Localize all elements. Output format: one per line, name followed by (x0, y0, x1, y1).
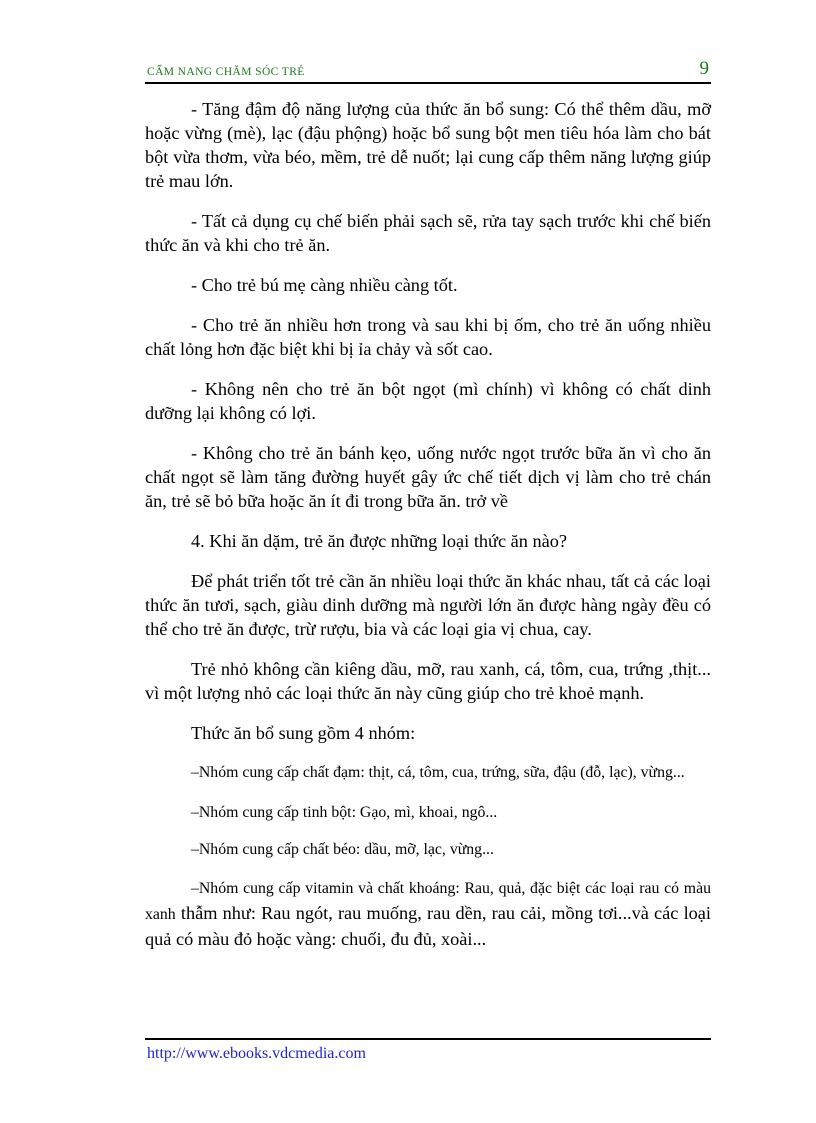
page-header (145, 60, 711, 84)
page-number: 9 (699, 58, 709, 79)
footer-divider (145, 1038, 711, 1040)
paragraph-four-groups: Thức ăn bổ sung gồm 4 nhóm: (191, 723, 416, 743)
group-vitamins (145, 875, 711, 951)
paragraph-sickness-feeding: - Cho trẻ ăn nhiều hơn trong và sau khi bị ốm, cho trẻ ăn uống nhiều chất lỏng hơn đặc biệt khi bị ỉa chảy và sốt cao. (145, 315, 711, 359)
paragraph-sweets: - Không cho trẻ ăn bánh kẹo, uống nước ngọt trước bữa ăn vì cho ăn chất ngọt sẽ làm tăng đường huyết gây ức chế tiết dịch vị làm cho trẻ chán ăn, trẻ sẽ bỏ bữa hoặc ăn ít đi trong bữa ăn. trở về (145, 443, 711, 511)
page-body (145, 97, 711, 967)
footer-link[interactable]: http://www.ebooks.vdcmedia.com (147, 1045, 366, 1062)
paragraph-hygiene: - Tất cả dụng cụ chế biến phải sạch sẽ, rửa tay sạch trước khi chế biến thức ăn và khi cho trẻ ăn. (145, 211, 711, 255)
group-fat: –Nhóm cung cấp chất béo: dầu, mỡ, lạc, vừng... (191, 841, 494, 858)
paragraph-no-abstain: Trẻ nhỏ không cần kiêng dầu, mỡ, rau xanh, cá, tôm, cua, trứng ,thịt... vì một lượng nhỏ các loại thức ăn này cũng giúp cho trẻ khoẻ mạnh. (145, 659, 711, 703)
group-protein: –Nhóm cung cấp chất đạm: thịt, cá, tôm, cua, trứng, sữa, đậu (đỗ, lạc), vừng... (191, 764, 685, 781)
running-title: CẨM NANG CHĂM SÓC TRẺ (147, 66, 305, 78)
group-starch: –Nhóm cung cấp tinh bột: Gạo, mì, khoai, ngô... (191, 804, 498, 821)
group-vitamins-intro: –Nhóm cung cấp vitamin và chất khoáng: Rau, quả, đặc biệt các loại rau có màu xanh (145, 880, 711, 923)
paragraph-variety: Để phát triển tốt trẻ cần ăn nhiều loại thức ăn khác nhau, tất cả các loại thức ăn tươi, sạch, giàu dinh dưỡng mà người lớn ăn được hàng ngày đều có thể cho trẻ ăn được, trừ rượu, bia và các loại gia vị chua, cay. (145, 571, 711, 639)
group-vitamins-rest: thẫm như: Rau ngót, rau muống, rau dền, rau cải, mồng tơi...và các loại quả có màu đỏ hoặc vàng: chuối, đu đủ, xoài... (145, 903, 711, 949)
paragraph-energy-density: - Tăng đậm độ năng lượng của thức ăn bổ sung: Có thể thêm dầu, mỡ hoặc vừng (mè), lạc (đậu phộng) hoặc bổ sung bột men tiêu hóa làm cho bát bột vừa thơm, vừa béo, mềm, trẻ dễ nuốt; lại cung cấp thêm năng lượng giúp trẻ mau lớn. (145, 99, 711, 191)
paragraph-msg: - Không nên cho trẻ ăn bột ngọt (mì chính) vì không có chất dinh dưỡng lại không có lợi. (145, 379, 711, 423)
section-question: 4. Khi ăn dặm, trẻ ăn được những loại thức ăn nào? (191, 531, 567, 551)
paragraph-breastfeeding: - Cho trẻ bú mẹ càng nhiều càng tốt. (191, 275, 458, 295)
